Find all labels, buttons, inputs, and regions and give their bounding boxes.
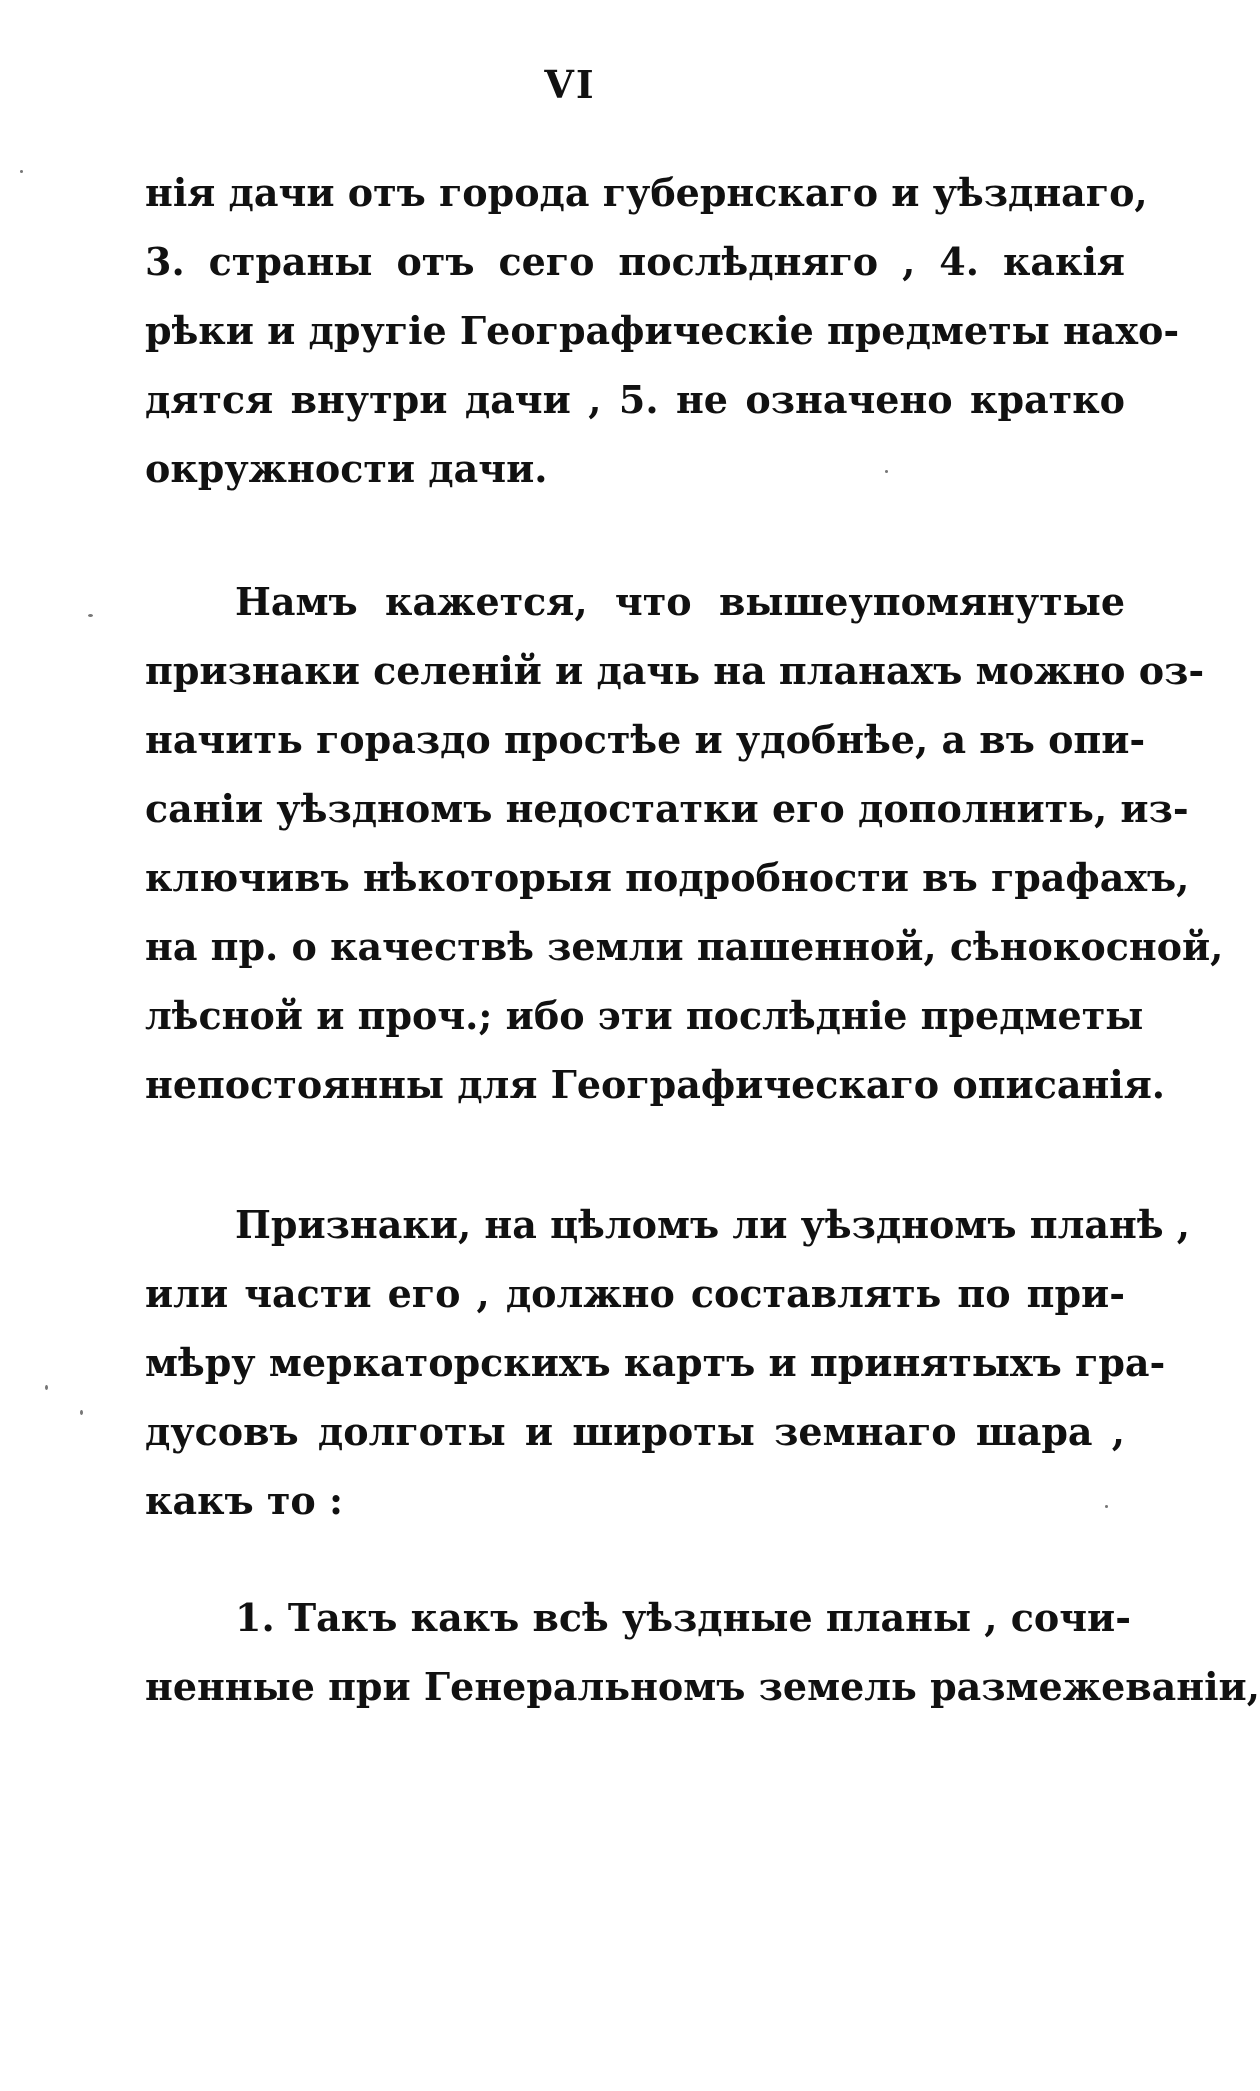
paragraph-line: лѣсной и проч.; ибо эти послѣдніе предметы bbox=[145, 993, 1144, 1038]
scan-speck bbox=[885, 470, 888, 473]
paragraph-line: начить гораздо простѣе и удобнѣе, а въ опи- bbox=[145, 717, 1146, 762]
paragraph-line: ненные при Генеральномъ земель размежеваніи, bbox=[145, 1664, 1260, 1709]
paragraph-line: мѣру меркаторскихъ картъ и принятыхъ гра- bbox=[145, 1340, 1166, 1385]
paragraph-line: саніи уѣздномъ недостатки его дополнить, из- bbox=[145, 786, 1189, 831]
paragraph-3 bbox=[145, 1190, 1190, 1535]
paragraph-line: окружности дачи. bbox=[145, 446, 548, 491]
paragraph-line: признаки селеній и дачь на планахъ можно оз- bbox=[145, 648, 1205, 693]
paragraph-line: ключивъ нѣкоторыя подробности въ графахъ, bbox=[145, 855, 1190, 900]
scan-speck bbox=[80, 1410, 83, 1415]
paragraph-line: Признаки, на цѣломъ ли уѣздномъ планѣ , bbox=[235, 1202, 1190, 1247]
paragraph-line: непостоянны для Географическаго описанія. bbox=[145, 1062, 1166, 1107]
paragraph-line: дятся внутри дачи , 5. не означено кратко bbox=[145, 377, 1125, 422]
paragraph-line: 3. страны отъ сего послѣдняго , 4. какія bbox=[145, 239, 1125, 284]
paragraph-line: 1. Такъ какъ всѣ уѣздные планы , сочи- bbox=[235, 1595, 1132, 1640]
paragraph-line: или части его , должно составлять по при- bbox=[145, 1271, 1125, 1316]
paragraph-4 bbox=[145, 1583, 1260, 1721]
paragraph-line: какъ то : bbox=[145, 1478, 344, 1523]
paragraph-line: на пр. о качествѣ земли пашенной, сѣнокосной, bbox=[145, 924, 1224, 969]
scan-speck bbox=[20, 170, 23, 173]
paragraph-line: нія дачи отъ города губернскаго и уѣзднаго, bbox=[145, 170, 1148, 215]
paragraph-line: Намъ кажется, что вышеупомянутые bbox=[235, 579, 1125, 624]
scan-speck bbox=[45, 1385, 48, 1390]
paragraph-line: дусовъ долготы и широты земнаго шара , bbox=[145, 1409, 1125, 1454]
scan-speck bbox=[1105, 1505, 1108, 1508]
scan-speck bbox=[88, 614, 93, 617]
paragraph-2 bbox=[145, 567, 1224, 1119]
page-number: VI bbox=[544, 62, 596, 107]
paragraph-1 bbox=[145, 158, 1180, 503]
paragraph-line: рѣки и другіе Географическіе предметы нахо- bbox=[145, 308, 1180, 353]
